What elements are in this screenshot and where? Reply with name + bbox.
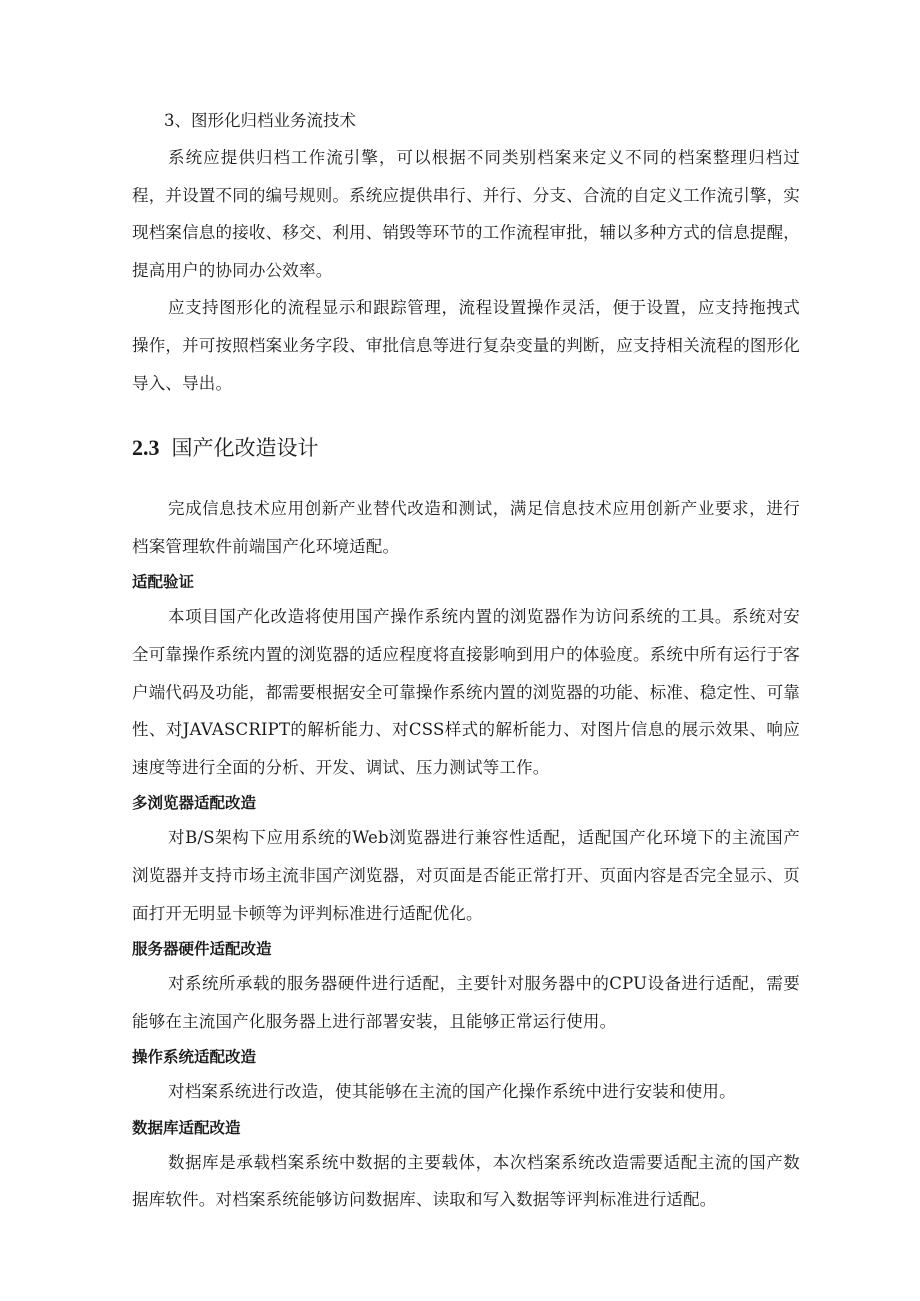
- document-content: [132, 103, 800, 1219]
- db-adapt-heading: 数据库适配改造: [132, 1118, 241, 1137]
- db-adapt-paragraph: 数据库是承载档案系统中数据的主要载体，本次档案系统改造需要适配主流的国产数据库软件。对档案系统能够访问数据库、读取和写入数据等评判标准进行适配。: [132, 1152, 800, 1210]
- item-3-paragraph-2: 应支持图形化的流程显示和跟踪管理，流程设置操作灵活，便于设置，应支持拖拽式操作，并可按照档案业务字段、审批信息等进行复杂变量的判断，应支持相关流程的图形化导入、导出。: [132, 298, 800, 393]
- section-title: 国产化改造设计: [171, 436, 319, 461]
- server-adapt-paragraph: 对系统所承载的服务器硬件进行适配，主要针对服务器中的CPU设备进行适配，需要能够在主流国产化服务器上进行部署安装，且能够正常运行使用。: [132, 974, 800, 1031]
- adapt-verify-heading: 适配验证: [132, 573, 195, 592]
- browser-adapt-paragraph: 对B/S架构下应用系统的Web浏览器进行兼容性适配，适配国产化环境下的主流国产浏览器并支持市场主流非国产浏览器，对页面是否能正常打开、页面内容是否完全显示、页面打开无明显卡顿等为评判标准进行适配优化。: [132, 828, 800, 923]
- server-adapt-heading: 服务器硬件适配改造: [132, 940, 272, 959]
- item-3-heading: 3、图形化归档业务流技术: [164, 111, 356, 130]
- section-heading: [132, 428, 800, 468]
- item-3-paragraph-1: 系统应提供归档工作流引擎，可以根据不同类别档案来定义不同的档案整理归档过程，并设置不同的编号规则。系统应提供串行、并行、分支、合流的自定义工作流引擎，实现档案信息的接收、移交、利用、销毁等环节的工作流程审批，辅以多种方式的信息提醒，提高用户的协同办公效率。: [132, 148, 800, 280]
- section-number: 2.3: [132, 435, 160, 461]
- browser-adapt-heading: 多浏览器适配改造: [132, 794, 257, 813]
- adapt-verify-paragraph: 本项目国产化改造将使用国产操作系统内置的浏览器作为访问系统的工具。系统对安全可靠操作系统内置的浏览器的适应程度将直接影响到用户的体验度。系统中所有运行于客户端代码及功能，都需要根据安全可靠操作系统内置的浏览器的功能、标准、稳定性、可靠性、对JAVASCRIPT的解析能力、对CSS样式的解析能力、对图片信息的展示效果、响应速度等进行全面的分析、开发、调试、压力测试等工作。: [132, 607, 800, 777]
- os-adapt-paragraph: 对档案系统进行改造，使其能够在主流的国产化操作系统中进行安装和使用。: [168, 1082, 736, 1102]
- os-adapt-heading: 操作系统适配改造: [132, 1048, 257, 1067]
- section-intro-paragraph: 完成信息技术应用创新产业替代改造和测试，满足信息技术应用创新产业要求，进行档案管理软件前端国产化环境适配。: [132, 499, 800, 556]
